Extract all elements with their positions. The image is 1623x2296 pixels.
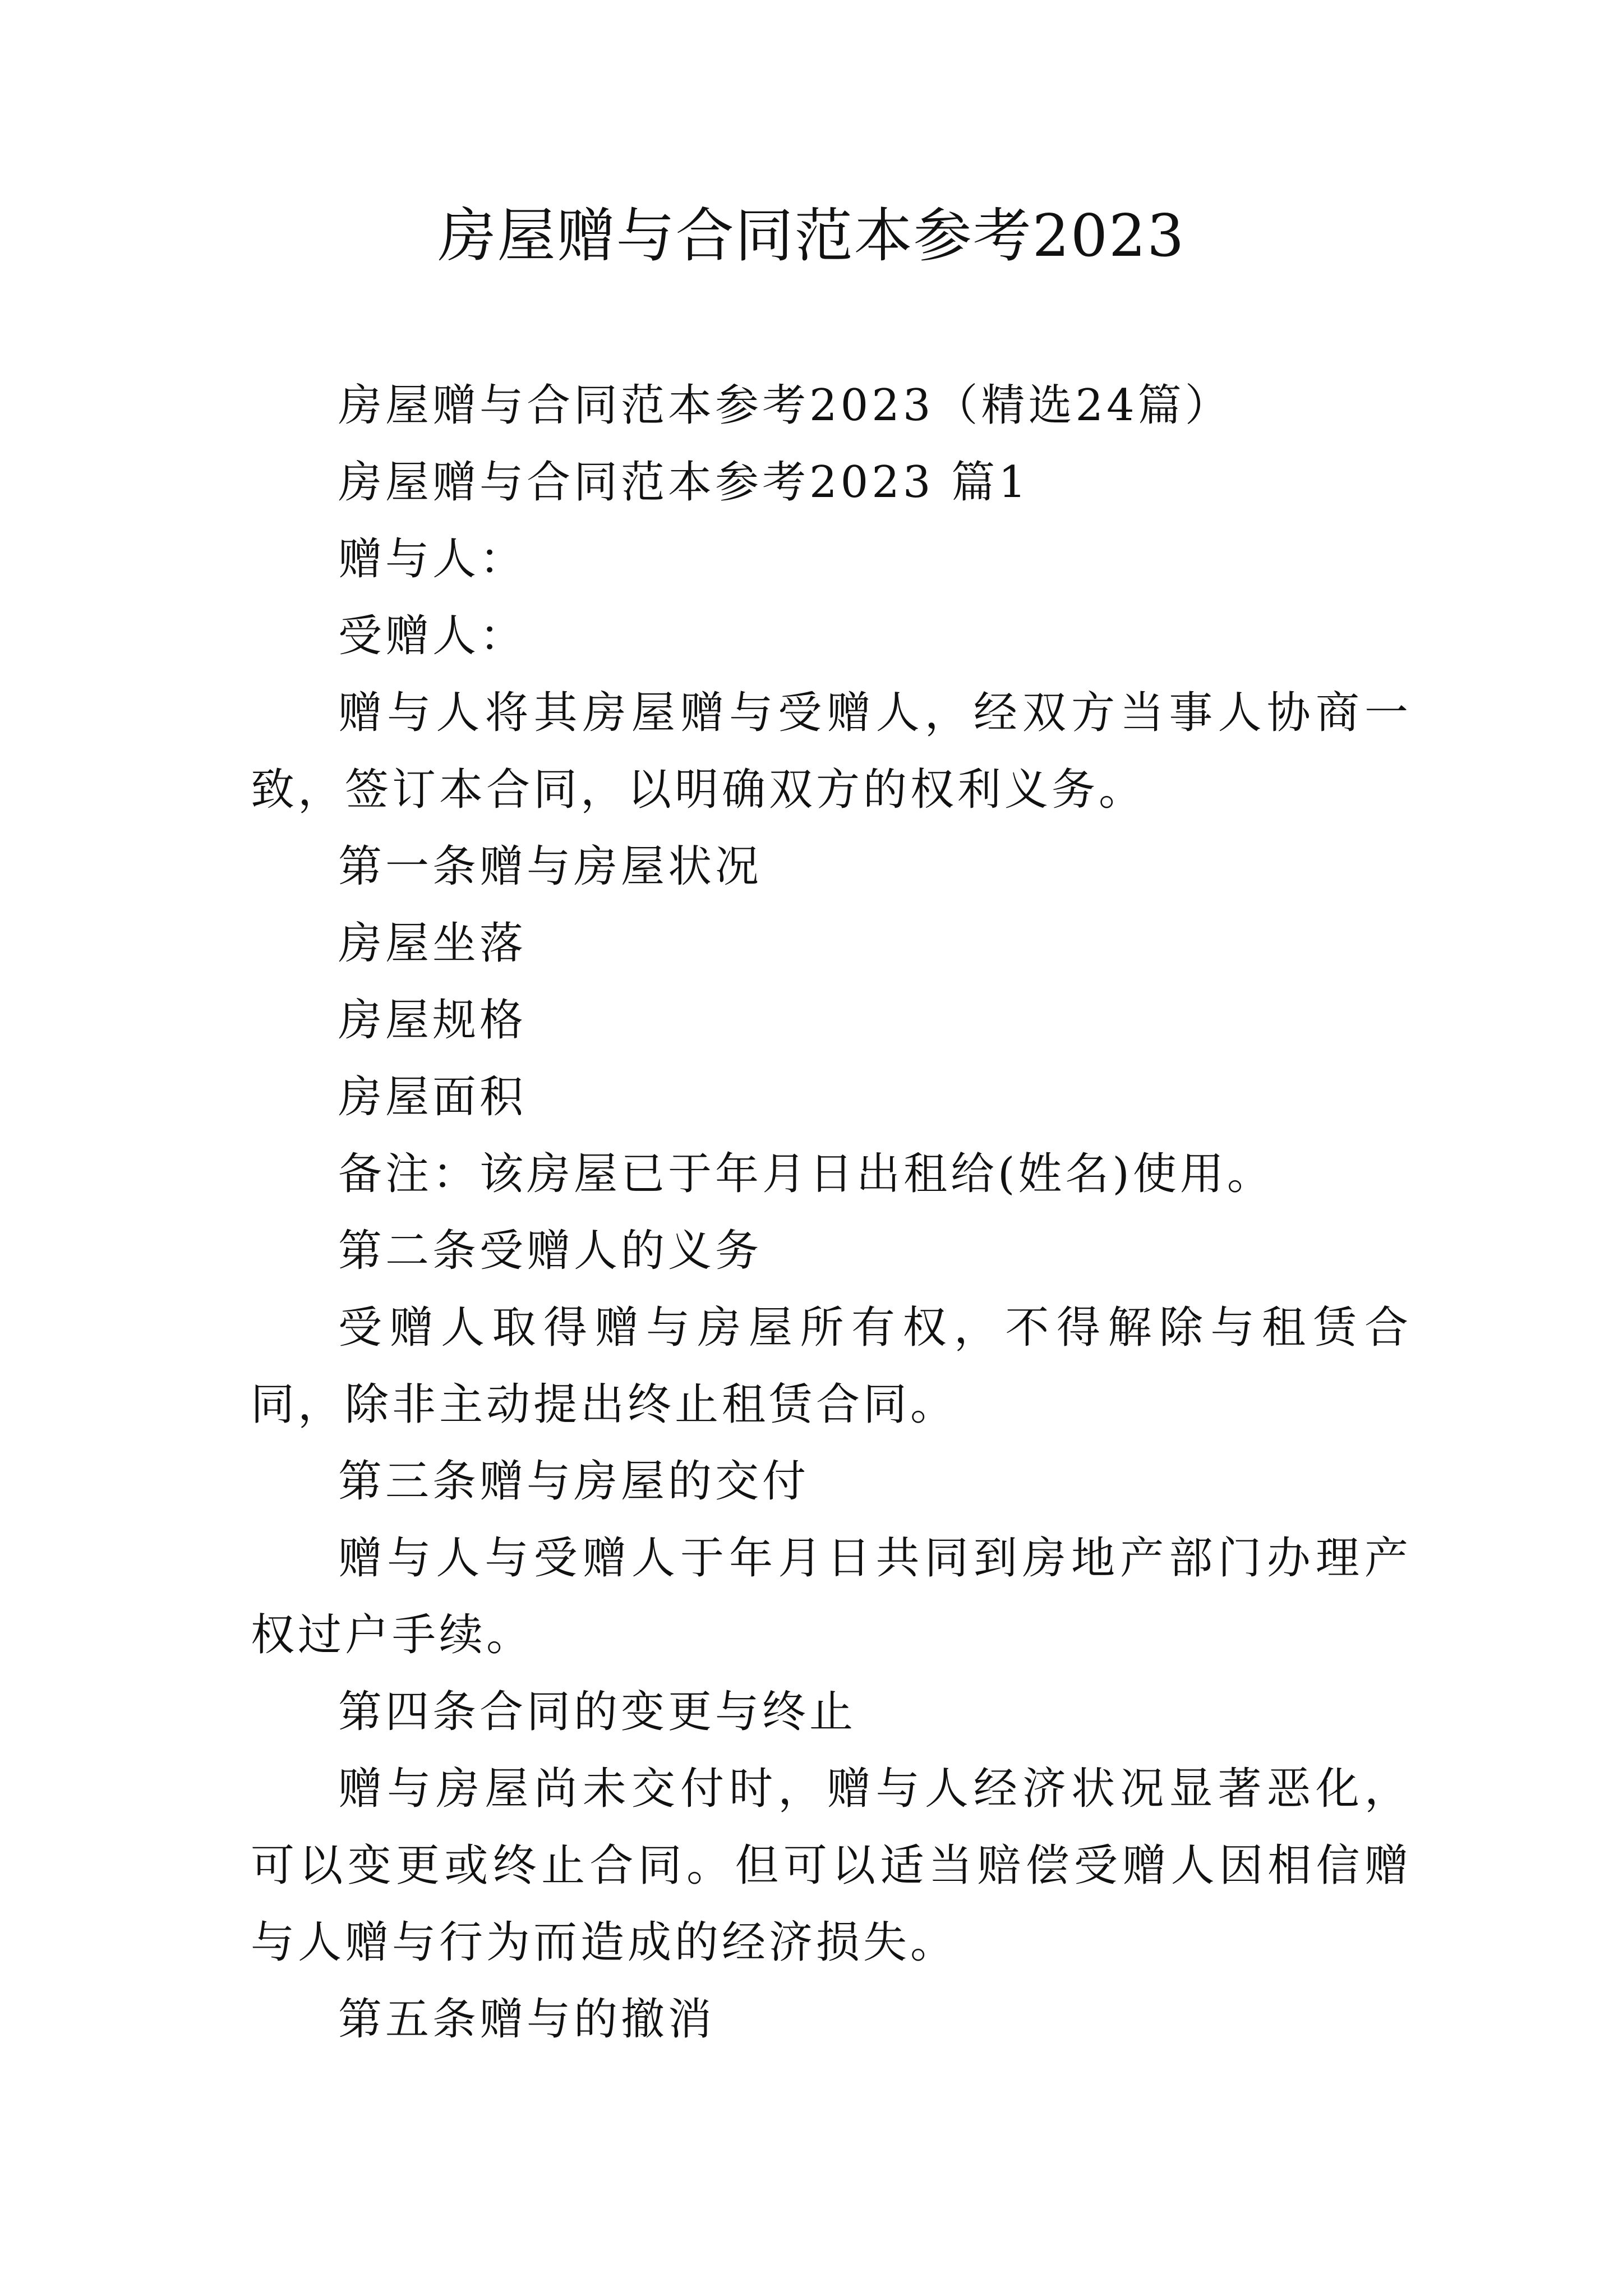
paragraph-article-5: 第五条赠与的撤消 (338, 1994, 716, 2045)
paragraph-article-3: 第三条赠与房屋的交付 (338, 1456, 810, 1507)
paragraph-house-location: 房屋坐落 (338, 918, 527, 969)
paragraph-section-heading: 房屋赠与合同范本参考2023 篇1 (338, 457, 1030, 508)
paragraph-article-4-body: 赠与房屋尚未交付时，赠与人经济状况显著恶化，可以变更或终止合同。但可以适当赔偿受赠人因相信赠与人赠与行为而造成的经济损失。 (251, 1764, 1412, 1968)
paragraph-house-area: 房屋面积 (338, 1072, 527, 1122)
paragraph-house-spec: 房屋规格 (338, 995, 527, 1046)
paragraph-preamble: 赠与人将其房屋赠与受赠人，经双方当事人协商一致，签订本合同，以明确双方的权利义务。 (251, 688, 1412, 815)
paragraph-article-1: 第一条赠与房屋状况 (338, 841, 763, 892)
paragraph-article-3-body: 赠与人与受赠人于年月日共同到房地产部门办理产权过户手续。 (251, 1533, 1412, 1660)
paragraph-article-2-body: 受赠人取得赠与房屋所有权，不得解除与租赁合同，除非主动提出终止租赁合同。 (251, 1303, 1412, 1430)
paragraph-article-4: 第四条合同的变更与终止 (338, 1687, 857, 1737)
paragraph-article-2: 第二条受赠人的义务 (338, 1226, 763, 1276)
paragraph-donee: 受赠人： (338, 611, 527, 661)
paragraph-remark: 备注：该房屋已于年月日出租给(姓名)使用。 (338, 1149, 1274, 1199)
paragraph-subtitle: 房屋赠与合同范本参考2023（精选24篇） (338, 380, 1232, 431)
document-title: 房屋赠与合同范本参考2023 (437, 201, 1186, 270)
paragraph-donor: 赠与人： (338, 534, 527, 585)
document-body (251, 367, 1412, 2058)
